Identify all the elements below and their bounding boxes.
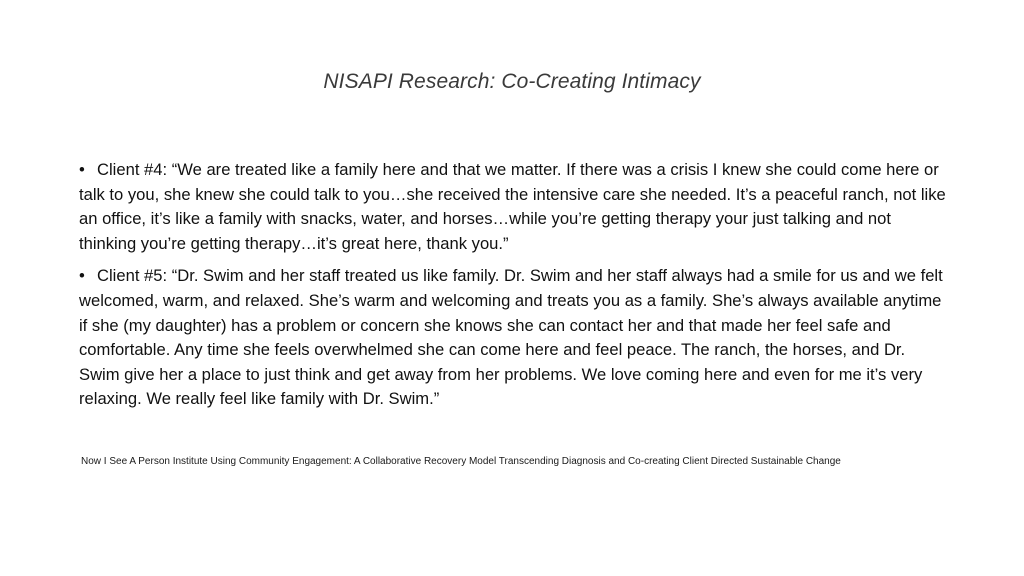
slide-title: NISAPI Research: Co-Creating Intimacy: [323, 70, 701, 93]
source-footnote: Now I See A Person Institute Using Community Engagement: A Collaborative Recovery Model Transcending Diagnosis and Co-creating Client Directed Sustainable Change: [81, 456, 841, 467]
bullet-client-4: [79, 158, 949, 256]
bullet-list: [79, 158, 949, 420]
bullet-marker: •: [79, 266, 85, 286]
bullet-marker: •: [79, 160, 85, 179]
bullet-client-5: [79, 264, 949, 412]
bullet-text: Client #4: “We are treated like a family here and that we matter. If there was a crisis I knew she could come here or talk to you, she knew she could talk to you…she received the intensive care she needed. It’s a peaceful ranch, not like an office, it’s like a family with snacks, water, and horses…while you’re getting therapy your just talking and not thinking you’re getting therapy…it’s great here, thank you.”: [79, 160, 946, 253]
bullet-text: Client #5: “Dr. Swim and her staff treated us like family. Dr. Swim and her staff always had a smile for us and we felt welcomed, warm, and relaxed. She’s warm and welcoming and treats you as a family. She’s always available anytime if she (my daughter) has a problem or concern she knows she can contact her and that made her feel safe and comfortable. Any time she feels overwhelmed she can come here and feel peace. The ranch, the horses, and Dr. Swim give her a place to just think and get away from her problems. We love coming here and even for me it’s very relaxing. We really feel like family with Dr. Swim.”: [79, 266, 943, 409]
